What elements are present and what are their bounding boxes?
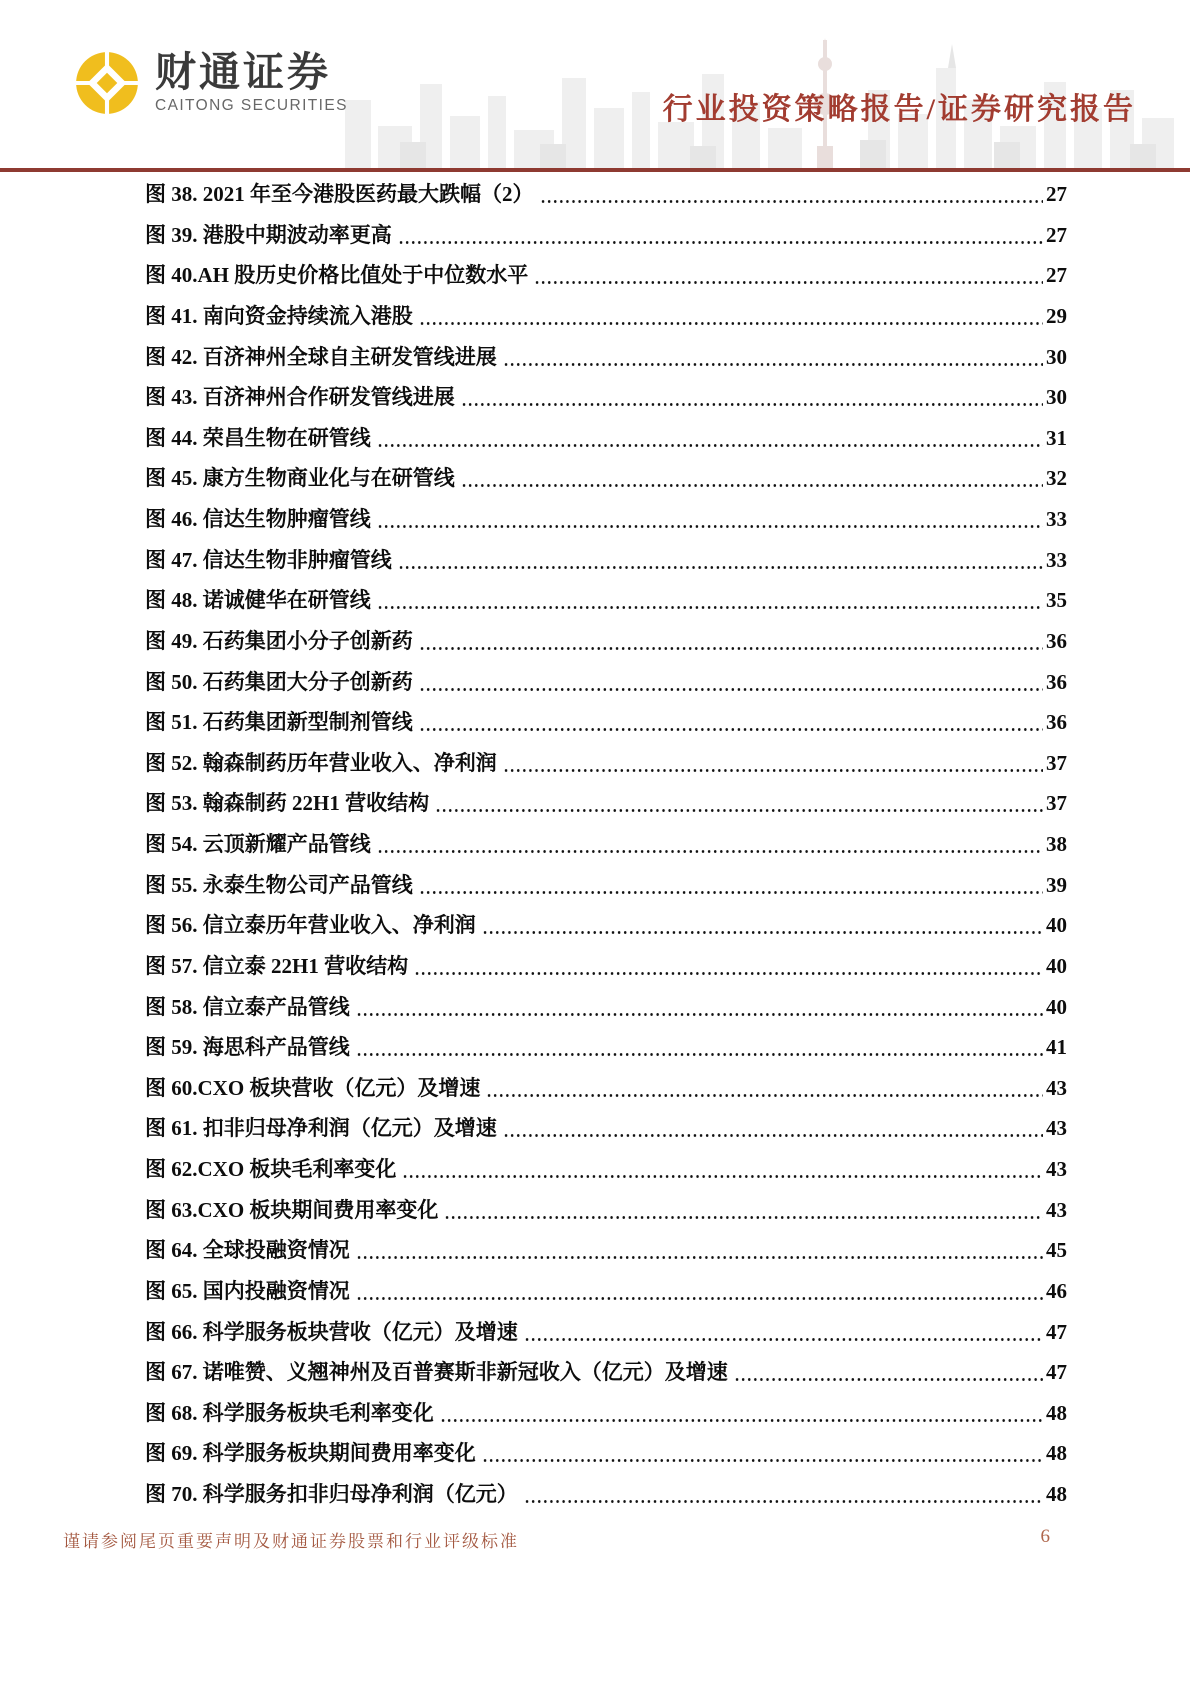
dot-leader	[402, 1156, 1043, 1182]
toc-entry-label: 图 57. 信立泰 22H1 营收结构	[145, 953, 409, 978]
toc-entry-label: 图 65. 国内投融资情况	[145, 1278, 350, 1303]
toc-entry-label: 图 48. 诺诚健华在研管线	[145, 588, 371, 613]
toc-entry-label: 图 53. 翰森制药 22H1 营收结构	[145, 791, 430, 816]
toc-entry-page: 40	[1046, 953, 1067, 978]
toc-entry[interactable]	[145, 547, 1067, 588]
dot-leader	[356, 1237, 1043, 1263]
toc-entry[interactable]	[145, 1278, 1067, 1319]
toc-entry-page: 48	[1046, 1482, 1067, 1506]
toc-entry-page: 45	[1046, 1238, 1067, 1263]
toc-entry-label: 图 39. 港股中期波动率更高	[145, 222, 392, 247]
toc-entry[interactable]	[145, 831, 1067, 872]
dot-leader	[377, 506, 1043, 532]
toc-entry-page: 43	[1046, 1157, 1067, 1181]
toc-entry-label: 图 51. 石药集团新型制剂管线	[145, 710, 413, 735]
dot-leader	[461, 384, 1043, 410]
dot-leader	[419, 709, 1043, 735]
logo-text	[155, 50, 348, 116]
toc-entry-label: 图 70. 科学服务扣非归母净利润（亿元）	[145, 1482, 518, 1506]
toc-entry-label: 图 45. 康方生物商业化与在研管线	[145, 466, 455, 491]
toc-entry[interactable]	[145, 669, 1067, 710]
dot-leader	[419, 303, 1043, 329]
toc-entry-label: 图 50. 石药集团大分子创新药	[145, 669, 413, 694]
toc-entry-label: 图 44. 荣昌生物在研管线	[145, 425, 371, 450]
toc-entry[interactable]	[145, 344, 1067, 385]
toc-entry-label: 图 40.AH 股历史价格比值处于中位数水平	[145, 263, 529, 288]
toc-entry-page: 36	[1046, 710, 1067, 735]
toc-entry-page: 35	[1046, 588, 1067, 613]
toc-entry-page: 47	[1046, 1319, 1067, 1344]
dot-leader	[398, 222, 1043, 248]
toc-entry-page: 36	[1046, 669, 1067, 694]
report-type-title: 行业投资策略报告/证券研究报告	[662, 93, 1136, 126]
toc-entry-label: 图 43. 百济神州合作研发管线进展	[145, 385, 455, 410]
dot-leader	[482, 912, 1043, 938]
dot-leader	[503, 750, 1043, 776]
dot-leader	[482, 1440, 1043, 1466]
toc-entry[interactable]	[145, 262, 1067, 303]
dot-leader	[486, 1075, 1043, 1101]
toc-entry-page: 40	[1046, 994, 1067, 1019]
toc-entry-page: 31	[1046, 425, 1067, 450]
dot-leader	[356, 1278, 1043, 1304]
toc-entry[interactable]	[145, 303, 1067, 344]
dot-leader	[444, 1197, 1043, 1223]
toc-entry[interactable]	[145, 872, 1067, 913]
toc-entry-page: 43	[1046, 1116, 1067, 1141]
toc-entry[interactable]	[145, 1400, 1067, 1441]
dot-leader	[503, 344, 1043, 370]
dot-leader	[524, 1319, 1043, 1345]
toc-entry[interactable]	[145, 1156, 1067, 1197]
toc-entry-label: 图 64. 全球投融资情况	[145, 1238, 350, 1263]
toc-entry-label: 图 47. 信达生物非肿瘤管线	[145, 547, 392, 572]
dot-leader	[534, 262, 1043, 288]
dot-leader	[377, 425, 1043, 451]
toc-entry-label: 图 63.CXO 板块期间费用率变化	[145, 1197, 439, 1222]
logo-name-zh: 财通证券	[155, 49, 331, 95]
toc-entry-page: 47	[1046, 1360, 1067, 1385]
toc-entry[interactable]	[145, 1197, 1067, 1238]
toc-entry-label: 图 59. 海思科产品管线	[145, 1035, 350, 1060]
dot-leader	[503, 1115, 1043, 1141]
toc-entry-page: 48	[1046, 1441, 1067, 1466]
dot-leader	[419, 669, 1043, 695]
toc-entry-page: 30	[1046, 344, 1067, 369]
caitong-coin-icon	[72, 48, 142, 118]
toc-entry-page: 43	[1046, 1197, 1067, 1222]
toc-entry-page: 30	[1046, 385, 1067, 410]
toc-entry-label: 图 55. 永泰生物公司产品管线	[145, 872, 413, 897]
toc-entry-label: 图 54. 云顶新耀产品管线	[145, 832, 371, 856]
toc-entry-page: 46	[1046, 1278, 1067, 1303]
toc-entry[interactable]	[145, 1075, 1067, 1116]
toc-entry-page: 36	[1046, 628, 1067, 653]
dot-leader	[734, 1359, 1043, 1385]
dot-leader	[419, 872, 1043, 898]
toc-entry-page: 48	[1046, 1400, 1067, 1425]
header-divider-rule	[0, 168, 1190, 172]
toc-entry-label: 图 56. 信立泰历年营业收入、净利润	[145, 913, 476, 938]
toc-entry[interactable]	[145, 628, 1067, 669]
toc-entry-page: 41	[1046, 1035, 1067, 1060]
toc-entry-page: 37	[1046, 750, 1067, 775]
toc-entry-label: 图 38. 2021 年至今港股医药最大跌幅（2）	[145, 182, 534, 206]
toc-entry-page: 33	[1046, 547, 1067, 572]
toc-entry[interactable]	[145, 1319, 1067, 1360]
toc-entry-page: 27	[1046, 222, 1067, 247]
toc-entry-page: 37	[1046, 791, 1067, 816]
toc-entry[interactable]	[145, 912, 1067, 953]
toc-entry[interactable]	[145, 506, 1067, 547]
toc-entry[interactable]	[145, 384, 1067, 425]
dot-leader	[540, 181, 1044, 207]
toc-entry[interactable]	[145, 465, 1067, 506]
toc-entry[interactable]	[145, 953, 1067, 994]
toc-entry[interactable]	[145, 181, 1067, 222]
toc-entry-label: 图 60.CXO 板块营收（亿元）及增速	[145, 1075, 481, 1100]
toc-entry-label: 图 46. 信达生物肿瘤管线	[145, 507, 371, 531]
toc-entry[interactable]	[145, 790, 1067, 831]
logo-name-en: CAITONG SECURITIES	[155, 97, 348, 114]
toc-entry-page: 27	[1046, 263, 1067, 288]
toc-entry-page: 39	[1046, 872, 1067, 897]
footer-page-number: 6	[1040, 1526, 1050, 1547]
toc-entry-label: 图 42. 百济神州全球自主研发管线进展	[145, 344, 497, 369]
toc-entry[interactable]	[145, 709, 1067, 750]
caitong-logo	[72, 48, 348, 118]
toc-entry-page: 29	[1046, 303, 1067, 328]
toc-entry-label: 图 69. 科学服务板块期间费用率变化	[145, 1441, 476, 1466]
toc-entry-label: 图 68. 科学服务板块毛利率变化	[145, 1400, 434, 1425]
toc-entry-label: 图 41. 南向资金持续流入港股	[145, 303, 413, 328]
dot-leader	[414, 953, 1043, 979]
toc-entry[interactable]	[145, 750, 1067, 791]
toc-entry[interactable]	[145, 1034, 1067, 1075]
dot-leader	[356, 994, 1043, 1020]
toc-entry[interactable]	[145, 587, 1067, 628]
toc-entry[interactable]	[145, 1481, 1067, 1522]
toc-entry-page: 27	[1046, 182, 1067, 206]
toc-entry-page: 43	[1046, 1075, 1067, 1100]
dot-leader	[461, 465, 1043, 491]
page-header	[0, 0, 1190, 172]
toc-entry-label: 图 61. 扣非归母净利润（亿元）及增速	[145, 1116, 497, 1141]
dot-leader	[377, 587, 1043, 613]
dot-leader	[356, 1034, 1043, 1060]
toc-entry[interactable]	[145, 1440, 1067, 1481]
toc-entry-label: 图 67. 诺唯赞、义翘神州及百普赛斯非新冠收入（亿元）及增速	[145, 1360, 728, 1385]
toc-entry-page: 38	[1046, 832, 1067, 856]
dot-leader	[419, 628, 1043, 654]
toc-entry-page: 32	[1046, 466, 1067, 491]
toc-entry[interactable]	[145, 1115, 1067, 1156]
toc-entry[interactable]	[145, 425, 1067, 466]
dot-leader	[377, 831, 1043, 857]
toc-entry[interactable]	[145, 994, 1067, 1035]
toc-list	[145, 181, 1067, 1522]
toc-entry[interactable]	[145, 1237, 1067, 1278]
toc-entry[interactable]	[145, 222, 1067, 263]
toc-entry[interactable]	[145, 1359, 1067, 1400]
dot-leader	[435, 790, 1043, 816]
footer-disclaimer: 谨请参阅尾页重要声明及财通证券股票和行业评级标准	[63, 1532, 519, 1551]
dot-leader	[398, 547, 1043, 573]
toc-entry-page: 33	[1046, 507, 1067, 531]
dot-leader	[440, 1400, 1043, 1426]
toc-entry-label: 图 52. 翰森制药历年营业收入、净利润	[145, 750, 497, 775]
toc-entry-label: 图 49. 石药集团小分子创新药	[145, 628, 413, 653]
toc-entry-label: 图 66. 科学服务板块营收（亿元）及增速	[145, 1319, 518, 1344]
toc-entry-page: 40	[1046, 913, 1067, 938]
toc-entry-label: 图 58. 信立泰产品管线	[145, 994, 350, 1019]
dot-leader	[524, 1481, 1043, 1507]
toc-entry-label: 图 62.CXO 板块毛利率变化	[145, 1157, 397, 1181]
